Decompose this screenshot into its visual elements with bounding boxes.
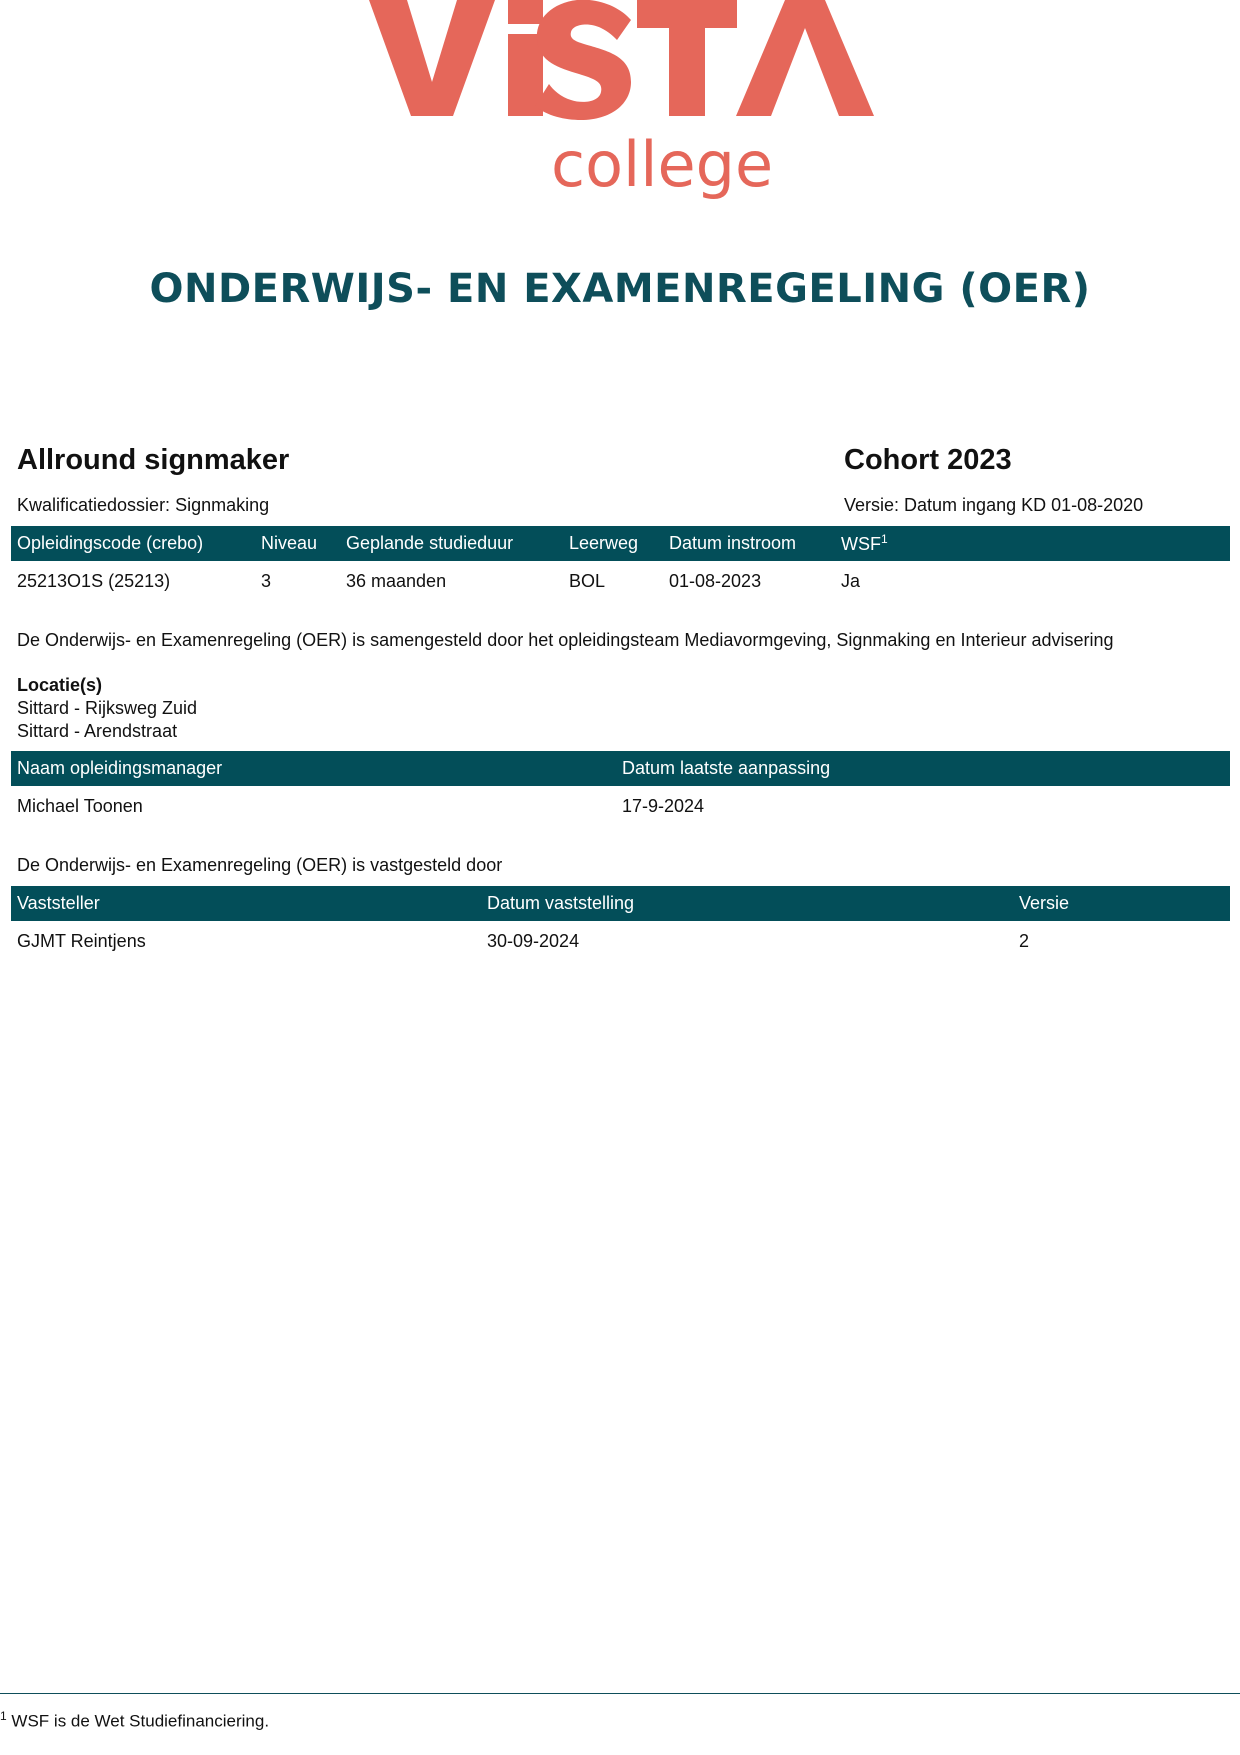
header-wsf-label: WSF xyxy=(841,534,881,554)
cell-datum-vaststelling: 30-09-2024 xyxy=(487,930,580,951)
header-opleidingscode: Opleidingscode (crebo) xyxy=(11,526,255,561)
header-studieduur: Geplande studieduur xyxy=(340,526,563,561)
header-last-modified: Datum laatste aanpassing xyxy=(616,751,1230,786)
document-title: ONDERWIJS- EN EXAMENREGELING (OER) xyxy=(149,266,1091,312)
program-name: Allround signmaker xyxy=(17,444,290,476)
locations-heading: Locatie(s) xyxy=(17,675,103,695)
header-versie: Versie xyxy=(1013,886,1230,921)
footnote-marker: 1 xyxy=(0,1709,7,1723)
header-datum-instroom: Datum instroom xyxy=(663,526,835,561)
cell-versie: 2 xyxy=(1019,930,1030,951)
qualification-file: Kwalificatiedossier: Signmaking xyxy=(17,495,270,515)
cell-studieduur: 36 maanden xyxy=(346,570,447,591)
location-item: Sittard - Arendstraat xyxy=(17,721,178,741)
header-wsf xyxy=(835,526,1230,561)
table-row xyxy=(11,786,1230,826)
manager-table xyxy=(11,751,1230,826)
header-datum-vaststelling: Datum vaststelling xyxy=(481,886,1013,921)
composition-text: De Onderwijs- en Examenregeling (OER) is samengesteld door het opleidingsteam Mediavormgeving, Signmaking en Interieur advisering xyxy=(17,630,1114,650)
cell-vaststeller: GJMT Reintjens xyxy=(17,930,146,951)
table-header-row xyxy=(11,751,1230,786)
cohort-label: Cohort 2023 xyxy=(844,444,1012,476)
cell-manager-name: Michael Toonen xyxy=(17,795,143,816)
header-leerweg: Leerweg xyxy=(563,526,663,561)
logo-subtext: college xyxy=(551,128,774,201)
program-table xyxy=(11,526,1230,601)
table-row xyxy=(11,921,1230,961)
table-header-row xyxy=(11,526,1230,561)
header-manager-name: Naam opleidingsmanager xyxy=(11,751,616,786)
header-vaststeller: Vaststeller xyxy=(11,886,481,921)
footnote-divider xyxy=(0,1693,1240,1694)
table-header-row xyxy=(11,886,1230,921)
logo-graphic xyxy=(365,0,875,205)
cell-datum-instroom: 01-08-2023 xyxy=(669,570,762,591)
adoption-table xyxy=(11,886,1230,961)
cell-last-modified: 17-9-2024 xyxy=(622,795,705,816)
header-niveau: Niveau xyxy=(255,526,340,561)
footnote-marker: 1 xyxy=(881,532,888,546)
cell-leerweg: BOL xyxy=(569,570,606,591)
table-row xyxy=(11,561,1230,601)
kd-version: Versie: Datum ingang KD 01-08-2020 xyxy=(844,495,1144,515)
vista-college-logo xyxy=(365,0,875,205)
cell-niveau: 3 xyxy=(261,570,272,591)
cell-opleidingscode: 25213O1S (25213) xyxy=(17,570,171,591)
location-item: Sittard - Rijksweg Zuid xyxy=(17,698,198,718)
cell-wsf: Ja xyxy=(841,570,861,591)
footnote xyxy=(0,1709,269,1732)
adoption-text: De Onderwijs- en Examenregeling (OER) is vastgesteld door xyxy=(17,855,503,875)
footnote-text: WSF is de Wet Studiefinanciering. xyxy=(11,1711,270,1731)
